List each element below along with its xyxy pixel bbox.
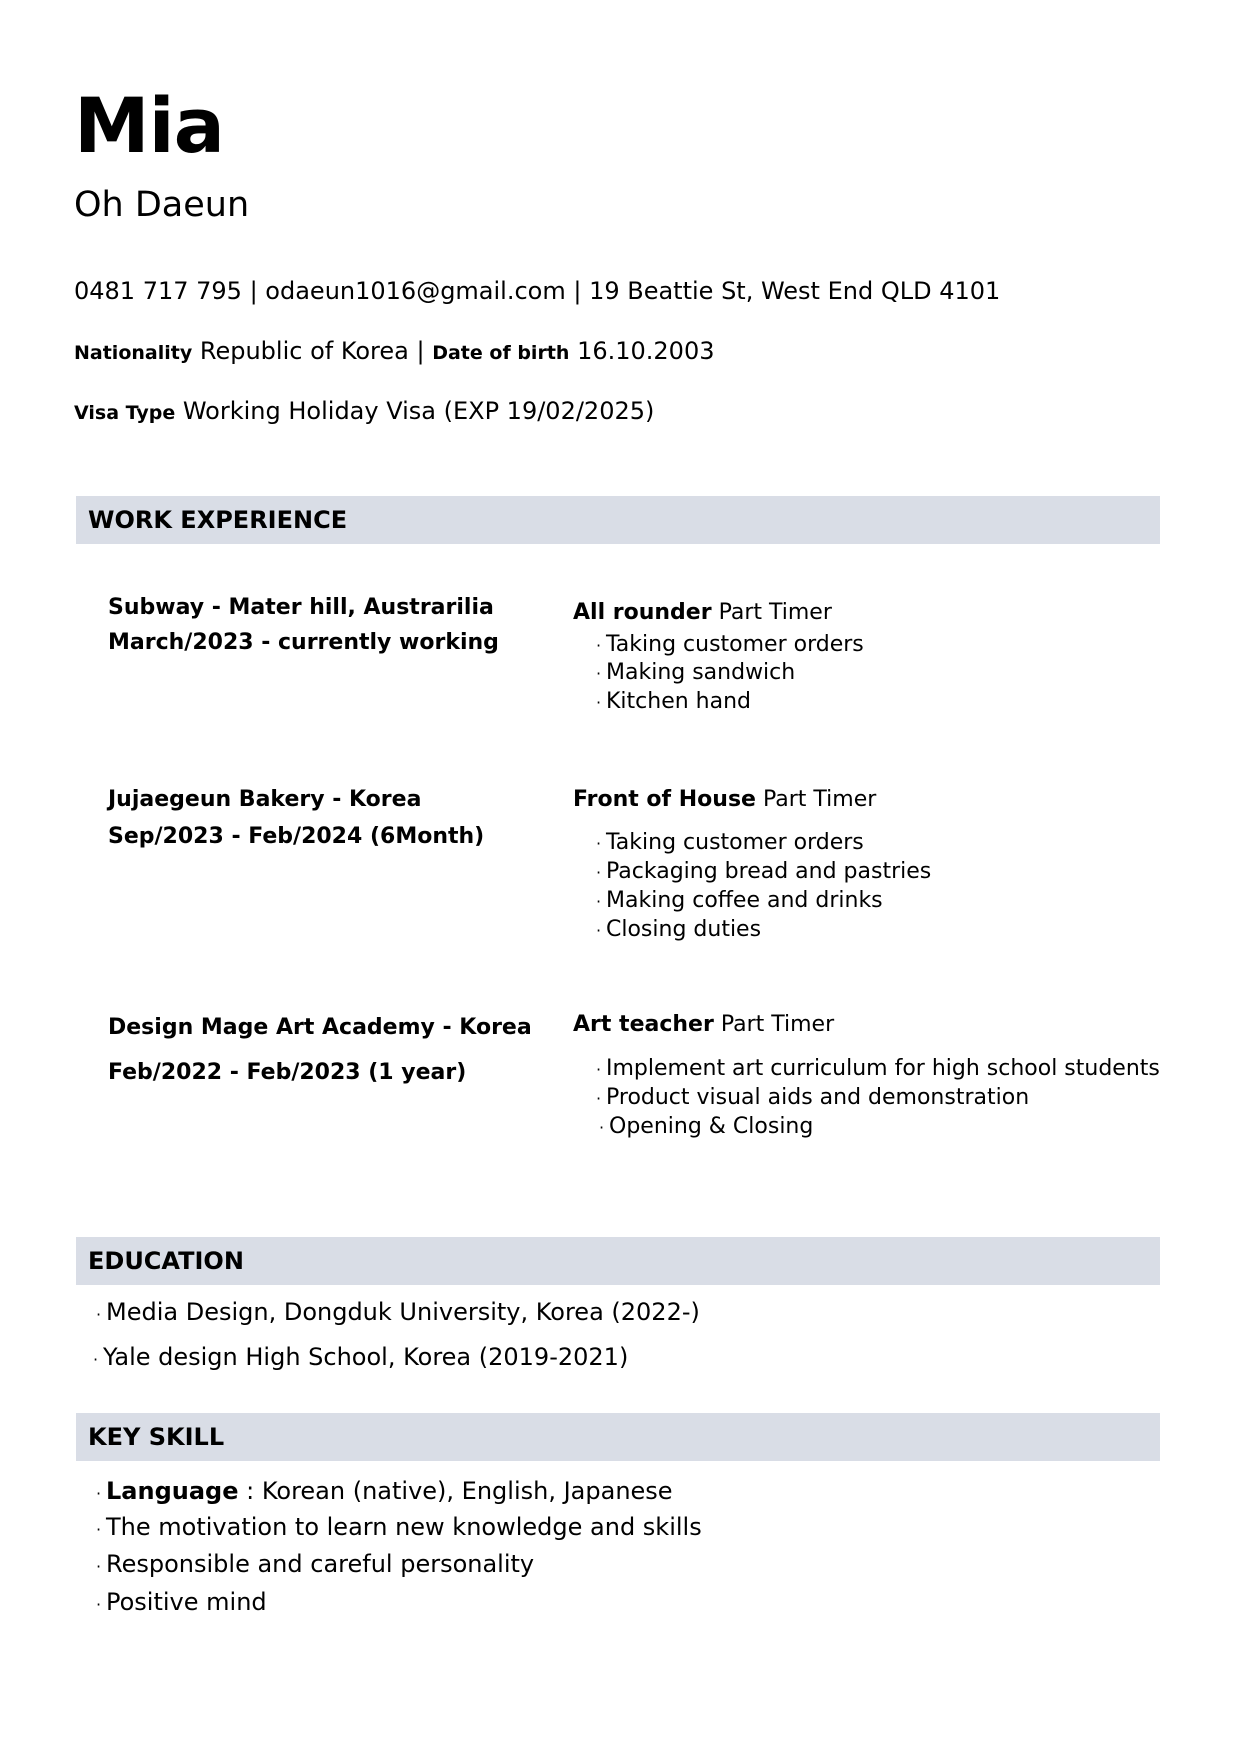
visa-value: Working Holiday Visa (EXP 19/02/2025) bbox=[182, 397, 655, 425]
list-item: · Closing duties bbox=[596, 917, 762, 942]
job-3-role bbox=[573, 1014, 834, 1036]
job-1-role bbox=[573, 602, 832, 624]
list-item: · Media Design, Dongduk University, Korea (2022-) bbox=[96, 1298, 700, 1326]
nationality-value: Republic of Korea | bbox=[199, 337, 425, 365]
nationality-line bbox=[74, 339, 714, 363]
list-item: · Product visual aids and demonstration bbox=[596, 1085, 1030, 1110]
work-experience-header bbox=[76, 496, 1160, 544]
job-3-period: Feb/2022 - Feb/2023 (1 year) bbox=[108, 1060, 467, 1085]
job-1-employer: Subway - Mater hill, Austrarilia bbox=[108, 595, 494, 620]
education-header bbox=[76, 1237, 1160, 1285]
contact-line: 0481 717 795 | odaeun1016@gmail.com | 19 Beattie St, West End QLD 4101 bbox=[74, 277, 1001, 305]
list-item: · Yale design High School, Korea (2019-2021) bbox=[93, 1343, 629, 1371]
list-item: · The motivation to learn new knowledge and skills bbox=[96, 1513, 702, 1541]
job-2-role bbox=[573, 789, 876, 811]
list-item: · Kitchen hand bbox=[596, 689, 752, 714]
job-3-employer: Design Mage Art Academy - Korea bbox=[108, 1015, 532, 1040]
role-title: All rounder bbox=[573, 600, 712, 625]
job-1-period: March/2023 - currently working bbox=[108, 630, 499, 655]
job-2-period: Sep/2023 - Feb/2024 (6Month) bbox=[108, 824, 485, 849]
resume-name: Mia bbox=[74, 81, 224, 170]
nationality-label: Nationality bbox=[74, 342, 193, 364]
full-name: Oh Daeun bbox=[74, 185, 250, 225]
role-title: Front of House bbox=[573, 787, 756, 812]
list-item: · Taking customer orders bbox=[596, 830, 864, 855]
list-item: · Making coffee and drinks bbox=[596, 888, 883, 913]
list-item: · Packaging bread and pastries bbox=[596, 859, 932, 884]
visa-line bbox=[74, 399, 654, 423]
section-title: EDUCATION bbox=[88, 1247, 244, 1275]
role-type: Part Timer bbox=[718, 600, 832, 625]
key-skill-header bbox=[76, 1413, 1160, 1461]
list-item: · Responsible and careful personality bbox=[96, 1550, 535, 1578]
visa-label: Visa Type bbox=[74, 402, 176, 424]
list-item: · Opening & Closing bbox=[599, 1114, 814, 1139]
role-title: Art teacher bbox=[573, 1012, 714, 1037]
dob-label: Date of birth bbox=[432, 342, 570, 364]
list-item: · Taking customer orders bbox=[596, 632, 864, 657]
role-type: Part Timer bbox=[720, 1012, 835, 1037]
role-type: Part Timer bbox=[762, 787, 877, 812]
dob-value: 16.10.2003 bbox=[577, 337, 715, 365]
job-2-employer: Jujaegeun Bakery - Korea bbox=[108, 787, 422, 812]
list-item: · Making sandwich bbox=[596, 660, 796, 685]
list-item: · Positive mind bbox=[96, 1588, 267, 1616]
list-item: · Implement art curriculum for high school students bbox=[596, 1056, 1160, 1081]
section-title: WORK EXPERIENCE bbox=[88, 506, 348, 534]
section-title: KEY SKILL bbox=[88, 1423, 225, 1451]
language-label: Language bbox=[106, 1477, 239, 1505]
list-item: · Language : Korean (native), English, Japanese bbox=[96, 1477, 673, 1505]
language-value: : Korean (native), English, Japanese bbox=[238, 1477, 673, 1505]
